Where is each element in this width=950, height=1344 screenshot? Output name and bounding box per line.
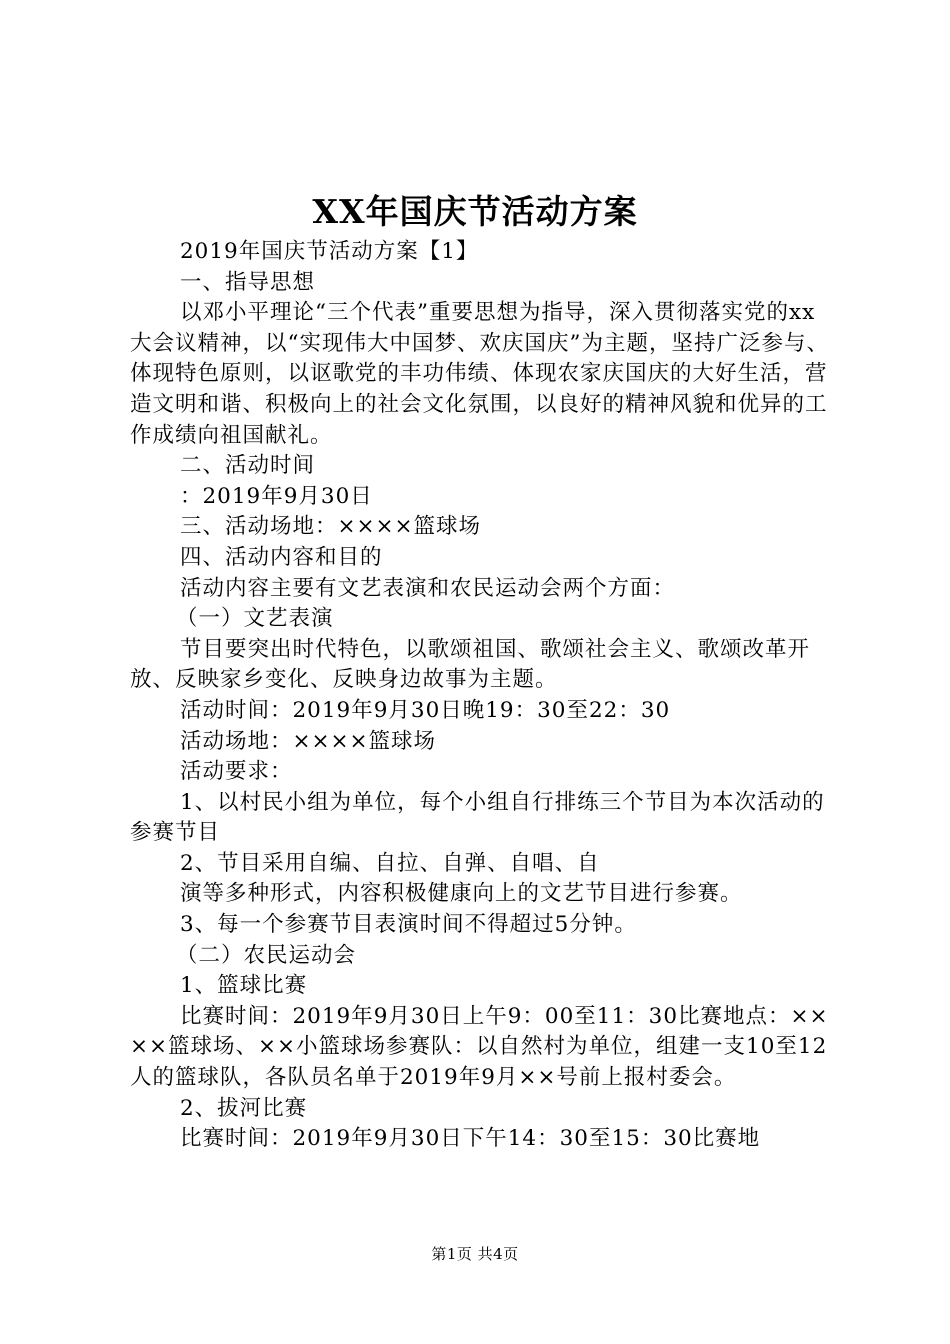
paragraph-activity-date: ：2019年9月30日: [180, 483, 373, 509]
paragraph-tug-of-war-details: 比赛时间：2019年9月30日下午14：30至15：30比赛地: [180, 1126, 761, 1152]
paragraph-requirements-label: 活动要求：: [180, 759, 293, 785]
heading-arts-performance: （一）文艺表演: [176, 606, 334, 632]
paragraph-activity-content: 活动内容主要有文艺表演和农民运动会两个方面：: [180, 575, 676, 601]
heading-basketball: 1、篮球比赛: [180, 973, 308, 999]
list-item-requirement-2-continued: 演等多种形式，内容积极健康向上的文艺节目进行参赛。: [180, 881, 743, 907]
paragraph-basketball-details: 比赛时间：2019年9月30日上午9：00至11：30比赛地点：××××篮球场、××小篮球场参赛队：以自然村为单位，组建一支10至12人的篮球队，各队员名单于2019年9月××号前上报村委会。: [130, 1003, 829, 1091]
list-item-requirement-1: 1、以村民小组为单位，每个小组自行排练三个节目为本次活动的参赛节目: [130, 789, 825, 846]
heading-activity-content: 四、活动内容和目的: [180, 544, 383, 570]
paragraph-subtitle: 2019年国庆节活动方案【1】: [180, 239, 479, 264]
paragraph-program-theme: 节目要突出时代特色，以歌颂祖国、歌颂社会主义、歌颂改革开放、反映家乡变化、反映身边故事为主题。: [130, 636, 811, 693]
heading-tug-of-war: 2、拔河比赛: [180, 1095, 308, 1121]
page-footer: 第1页 共4页: [431, 1245, 519, 1263]
list-item-requirement-2: 2、节目采用自编、自拉、自弹、自唱、自: [180, 850, 600, 876]
document-body: [130, 237, 830, 1155]
heading-guiding-ideology: 一、指导思想: [180, 269, 316, 295]
heading-sports-meet: （二）农民运动会: [176, 942, 357, 968]
paragraph-performance-venue: 活动场地：××××篮球场: [180, 728, 437, 754]
paragraph-performance-time: 活动时间：2019年9月30日晚19：30至22：30: [180, 697, 671, 723]
list-item-requirement-3: 3、每一个参赛节目表演时间不得超过5分钟。: [180, 912, 637, 938]
heading-activity-venue: 三、活动场地：××××篮球场: [180, 514, 482, 540]
paragraph-guiding-ideology: 以邓小平理论“三个代表”重要思想为指导，深入贯彻落实党的xx大会议精神，以“实现伟大中国梦、欢庆国庆”为主题，坚持广泛参与、体现特色原则，以讴歌党的丰功伟绩、体现农家庆国庆的大好生活，营造文明和谐、积极向上的社会文化氛围，以良好的精神风貌和优异的工作成绩向祖国献礼。: [130, 300, 829, 448]
document-title: XX年国庆节活动方案: [312, 192, 638, 231]
heading-activity-time: 二、活动时间: [180, 453, 316, 479]
